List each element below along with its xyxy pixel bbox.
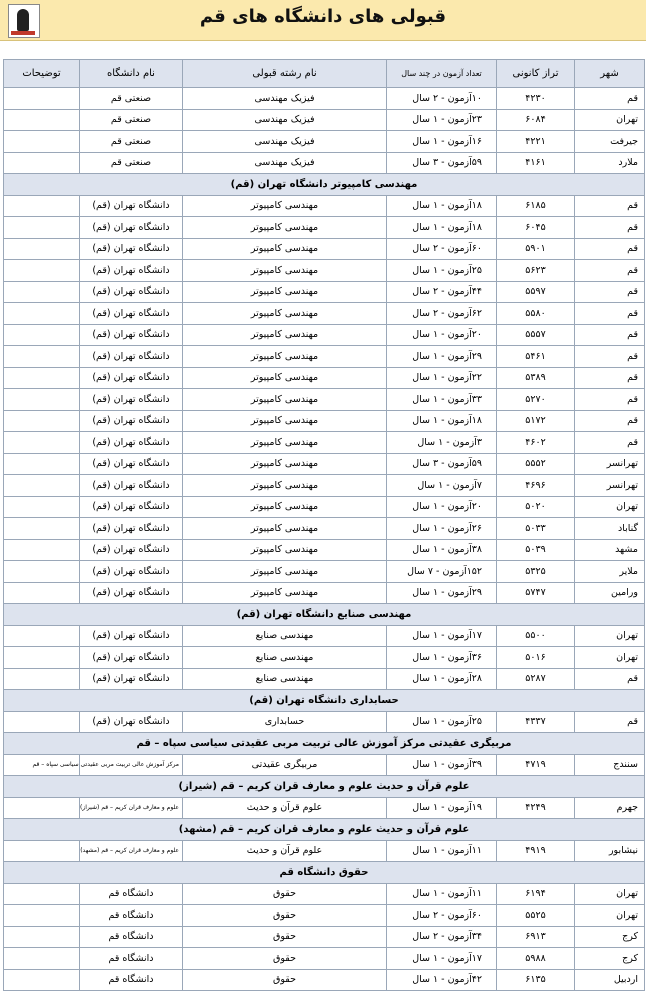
cell-score: ۵۵۸۰ [497, 303, 575, 325]
table-row [4, 453, 645, 475]
cell-exam-count: ۱۵۲آزمون - ۷ سال [387, 561, 497, 583]
cell-exam-count: ۲۵آزمون - ۱ سال [387, 711, 497, 733]
cell-field: فیزیک مهندسی [183, 109, 387, 131]
cell-city: قم [575, 260, 645, 282]
cell-field: مهندسی کامپیوتر [183, 475, 387, 497]
table-row [4, 668, 645, 690]
cell-city: سنندج [575, 754, 645, 776]
table-row [4, 883, 645, 905]
cell-score: ۴۲۳۰ [497, 88, 575, 110]
cell-city: کرج [575, 948, 645, 970]
cell-university: دانشگاه قم [80, 905, 183, 927]
table-row [4, 303, 645, 325]
cell-notes [4, 453, 80, 475]
cell-field: حقوق [183, 948, 387, 970]
cell-score: ۵۹۸۸ [497, 948, 575, 970]
cell-notes [4, 303, 80, 325]
cell-notes [4, 711, 80, 733]
section-title: علوم قرآن و حدیث علوم و معارف قران کریم – قم (شیراز) [4, 776, 645, 798]
cell-exam-count: ۱۶آزمون - ۱ سال [387, 131, 497, 153]
cell-notes [4, 969, 80, 991]
cell-city: قم [575, 668, 645, 690]
cell-notes [4, 367, 80, 389]
cell-field: فیزیک مهندسی [183, 131, 387, 153]
cell-score: ۶۰۴۵ [497, 217, 575, 239]
header-notes: توضیحات [4, 60, 80, 88]
cell-university: صنعتی قم [80, 109, 183, 131]
cell-university: صنعتی قم [80, 88, 183, 110]
table-row [4, 410, 645, 432]
cell-notes [4, 561, 80, 583]
cell-score: ۵۵۹۷ [497, 281, 575, 303]
table-row [4, 840, 645, 862]
header-field: نام رشته قبولی [183, 60, 387, 88]
cell-score: ۵۷۴۷ [497, 582, 575, 604]
cell-exam-count: ۲۳آزمون - ۱ سال [387, 109, 497, 131]
cell-exam-count: ۶۰آزمون - ۲ سال [387, 905, 497, 927]
table-row [4, 109, 645, 131]
admissions-table-container [3, 59, 644, 991]
table-row [4, 389, 645, 411]
cell-university: دانشگاه تهران (قم) [80, 303, 183, 325]
cell-city: قم [575, 238, 645, 260]
cell-city: تهران [575, 883, 645, 905]
cell-notes [4, 883, 80, 905]
cell-university: صنعتی قم [80, 152, 183, 174]
cell-notes [4, 260, 80, 282]
section-header-row [4, 733, 645, 755]
header-exam-count: تعداد آزمون در چند سال [387, 60, 497, 88]
section-title: حسابداری دانشگاه تهران (قم) [4, 690, 645, 712]
cell-field: مهندسی کامپیوتر [183, 432, 387, 454]
cell-university: دانشگاه تهران (قم) [80, 453, 183, 475]
cell-field: مهندسی کامپیوتر [183, 496, 387, 518]
cell-city: قم [575, 432, 645, 454]
cell-score: ۵۳۲۵ [497, 561, 575, 583]
cell-exam-count: ۱۱آزمون - ۱ سال [387, 840, 497, 862]
cell-exam-count: ۱۷آزمون - ۱ سال [387, 625, 497, 647]
section-header-row [4, 819, 645, 841]
table-row [4, 797, 645, 819]
cell-score: ۶۱۸۵ [497, 195, 575, 217]
cell-exam-count: ۲۸آزمون - ۱ سال [387, 668, 497, 690]
cell-score: ۵۵۵۲ [497, 453, 575, 475]
cell-university: دانشگاه تهران (قم) [80, 496, 183, 518]
table-row [4, 195, 645, 217]
cell-field: مهندسی کامپیوتر [183, 195, 387, 217]
cell-notes [4, 217, 80, 239]
cell-notes [4, 475, 80, 497]
cell-field: علوم قرآن و حدیث [183, 797, 387, 819]
section-title: مهندسی صنایع دانشگاه تهران (قم) [4, 604, 645, 626]
cell-notes [4, 539, 80, 561]
cell-exam-count: ۲۶آزمون - ۱ سال [387, 518, 497, 540]
cell-field: مهندسی کامپیوتر [183, 410, 387, 432]
cell-field: مهندسی صنایع [183, 668, 387, 690]
cell-university: صنعتی قم [80, 131, 183, 153]
cell-exam-count: ۲۹آزمون - ۱ سال [387, 582, 497, 604]
table-row [4, 324, 645, 346]
cell-field: مهندسی کامپیوتر [183, 281, 387, 303]
cell-university: دانشگاه تهران (قم) [80, 625, 183, 647]
cell-field: مهندسی صنایع [183, 625, 387, 647]
cell-exam-count: ۳۸آزمون - ۱ سال [387, 539, 497, 561]
cell-university: دانشگاه قم [80, 948, 183, 970]
table-row [4, 475, 645, 497]
cell-university: دانشگاه قم [80, 969, 183, 991]
cell-city: قم [575, 410, 645, 432]
cell-notes [4, 582, 80, 604]
cell-score: ۴۲۲۱ [497, 131, 575, 153]
cell-university: دانشگاه تهران (قم) [80, 711, 183, 733]
table-row [4, 518, 645, 540]
cell-notes [4, 88, 80, 110]
cell-notes [4, 840, 80, 862]
cell-notes [4, 131, 80, 153]
section-title: مهندسی کامپیوتر دانشگاه تهران (قم) [4, 174, 645, 196]
header-city: شهر [575, 60, 645, 88]
cell-university: دانشگاه تهران (قم) [80, 217, 183, 239]
cell-score: ۴۶۹۶ [497, 475, 575, 497]
table-row [4, 625, 645, 647]
cell-score: ۵۳۸۹ [497, 367, 575, 389]
cell-university: مرکز آموزش عالی تربیت مربی عقیدتی سیاسی سپاه – قم [80, 754, 183, 776]
cell-university: دانشگاه تهران (قم) [80, 539, 183, 561]
cell-score: ۴۱۶۱ [497, 152, 575, 174]
table-row [4, 582, 645, 604]
cell-city: اردبیل [575, 969, 645, 991]
cell-university: دانشگاه تهران (قم) [80, 324, 183, 346]
cell-university: دانشگاه تهران (قم) [80, 195, 183, 217]
cell-score: ۶۱۳۵ [497, 969, 575, 991]
cell-exam-count: ۶۲آزمون - ۲ سال [387, 303, 497, 325]
cell-score: ۵۵۰۰ [497, 625, 575, 647]
cell-city: جیرفت [575, 131, 645, 153]
table-row [4, 432, 645, 454]
cell-university: دانشگاه تهران (قم) [80, 367, 183, 389]
cell-field: علوم قرآن و حدیث [183, 840, 387, 862]
table-row [4, 926, 645, 948]
table-row [4, 647, 645, 669]
table-row [4, 969, 645, 991]
cell-score: ۵۲۸۷ [497, 668, 575, 690]
table-row [4, 217, 645, 239]
cell-notes [4, 410, 80, 432]
cell-city: قم [575, 303, 645, 325]
cell-notes [4, 496, 80, 518]
table-row [4, 88, 645, 110]
table-row [4, 346, 645, 368]
cell-score: ۵۹۰۱ [497, 238, 575, 260]
cell-university: دانشگاه تهران (قم) [80, 346, 183, 368]
cell-field: مهندسی کامپیوتر [183, 217, 387, 239]
cell-exam-count: ۱۷آزمون - ۱ سال [387, 948, 497, 970]
cell-field: مهندسی کامپیوتر [183, 238, 387, 260]
cell-notes [4, 625, 80, 647]
cell-city: نیشابور [575, 840, 645, 862]
cell-field: حسابداری [183, 711, 387, 733]
cell-exam-count: ۵۹آزمون - ۳ سال [387, 453, 497, 475]
cell-field: مهندسی کامپیوتر [183, 324, 387, 346]
cell-university: دانشگاه تهران (قم) [80, 561, 183, 583]
section-header-row [4, 174, 645, 196]
cell-exam-count: ۳۴آزمون - ۲ سال [387, 926, 497, 948]
cell-city: ورامین [575, 582, 645, 604]
cell-university: دانشگاه تهران (قم) [80, 281, 183, 303]
cell-field: مهندسی کامپیوتر [183, 260, 387, 282]
section-header-row [4, 862, 645, 884]
cell-field: مهندسی کامپیوتر [183, 518, 387, 540]
table-row [4, 905, 645, 927]
cell-field: مهندسی کامپیوتر [183, 582, 387, 604]
table-row [4, 367, 645, 389]
cell-city: تهران [575, 647, 645, 669]
cell-university: دانشگاه تهران (قم) [80, 582, 183, 604]
cell-field: مهندسی کامپیوتر [183, 346, 387, 368]
cell-city: تهران [575, 496, 645, 518]
cell-score: ۵۰۱۶ [497, 647, 575, 669]
page-title: قبولی های دانشگاه های قم [199, 6, 447, 27]
cell-field: فیزیک مهندسی [183, 88, 387, 110]
cell-exam-count: ۷آزمون - ۱ سال [387, 475, 497, 497]
cell-notes [4, 324, 80, 346]
cell-university: دانشگاه تهران (قم) [80, 260, 183, 282]
table-row [4, 260, 645, 282]
cell-exam-count: ۴۲آزمون - ۱ سال [387, 969, 497, 991]
cell-university: دانشگاه تهران (قم) [80, 475, 183, 497]
cell-exam-count: ۱۱آزمون - ۱ سال [387, 883, 497, 905]
admissions-table [3, 59, 645, 991]
table-row [4, 754, 645, 776]
cell-city: قم [575, 389, 645, 411]
table-row [4, 238, 645, 260]
cell-city: قم [575, 217, 645, 239]
cell-exam-count: ۳آزمون - ۱ سال [387, 432, 497, 454]
cell-university: دانشگاه قم [80, 883, 183, 905]
cell-score: ۵۶۲۳ [497, 260, 575, 282]
cell-score: ۵۰۲۰ [497, 496, 575, 518]
cell-field: حقوق [183, 926, 387, 948]
cell-exam-count: ۳۶آزمون - ۱ سال [387, 647, 497, 669]
cell-score: ۶۰۸۴ [497, 109, 575, 131]
cell-field: حقوق [183, 969, 387, 991]
cell-notes [4, 432, 80, 454]
cell-university: دانشگاه تهران (قم) [80, 410, 183, 432]
table-row [4, 281, 645, 303]
cell-exam-count: ۱۸آزمون - ۱ سال [387, 217, 497, 239]
cell-university: دانشگاه تهران (قم) [80, 238, 183, 260]
section-header-row [4, 604, 645, 626]
table-row [4, 711, 645, 733]
cell-exam-count: ۲۰آزمون - ۱ سال [387, 324, 497, 346]
section-header-row [4, 690, 645, 712]
cell-city: تهران [575, 625, 645, 647]
cell-score: ۵۲۷۰ [497, 389, 575, 411]
section-header-row [4, 776, 645, 798]
cell-exam-count: ۱۰آزمون - ۲ سال [387, 88, 497, 110]
cell-exam-count: ۳۹آزمون - ۱ سال [387, 754, 497, 776]
cell-field: مهندسی کامپیوتر [183, 453, 387, 475]
cell-score: ۴۶۰۲ [497, 432, 575, 454]
cell-city: مشهد [575, 539, 645, 561]
cell-notes [4, 518, 80, 540]
cell-field: حقوق [183, 905, 387, 927]
cell-field: مهندسی کامپیوتر [183, 561, 387, 583]
cell-notes [4, 797, 80, 819]
page-banner [0, 0, 646, 41]
cell-city: تهران [575, 109, 645, 131]
cell-score: ۵۱۷۲ [497, 410, 575, 432]
section-title: حقوق دانشگاه قم [4, 862, 645, 884]
cell-exam-count: ۱۸آزمون - ۱ سال [387, 410, 497, 432]
cell-exam-count: ۲۹آزمون - ۱ سال [387, 346, 497, 368]
cell-city: گناباد [575, 518, 645, 540]
cell-score: ۴۳۳۷ [497, 711, 575, 733]
cell-city: قم [575, 711, 645, 733]
cell-city: تهرانسر [575, 475, 645, 497]
table-row [4, 948, 645, 970]
cell-field: مهندسی کامپیوتر [183, 303, 387, 325]
table-body [4, 88, 645, 991]
cell-exam-count: ۱۹آزمون - ۱ سال [387, 797, 497, 819]
cell-exam-count: ۲۲آزمون - ۱ سال [387, 367, 497, 389]
cell-exam-count: ۳۳آزمون - ۱ سال [387, 389, 497, 411]
cell-university: علوم و معارف قران کریم – قم (شیراز) [80, 797, 183, 819]
cell-notes [4, 281, 80, 303]
cell-score: ۵۵۲۵ [497, 905, 575, 927]
cell-notes [4, 905, 80, 927]
table-row [4, 496, 645, 518]
cell-field: مهندسی کامپیوتر [183, 539, 387, 561]
cell-notes [4, 389, 80, 411]
cell-field: حقوق [183, 883, 387, 905]
cell-notes [4, 152, 80, 174]
cell-city: کرج [575, 926, 645, 948]
cell-field: مهندسی کامپیوتر [183, 389, 387, 411]
table-row [4, 152, 645, 174]
cell-field: مهندسی کامپیوتر [183, 367, 387, 389]
cell-city: تهرانسر [575, 453, 645, 475]
cell-university: دانشگاه تهران (قم) [80, 668, 183, 690]
cell-city: ملارد [575, 152, 645, 174]
header-university: نام دانشگاه [80, 60, 183, 88]
cell-university: دانشگاه تهران (قم) [80, 647, 183, 669]
cell-score: ۵۴۶۱ [497, 346, 575, 368]
cell-score: ۵۰۳۳ [497, 518, 575, 540]
cell-university: علوم و معارف قران کریم – قم (مشهد) [80, 840, 183, 862]
cell-city: قم [575, 367, 645, 389]
cell-score: ۵۵۵۷ [497, 324, 575, 346]
cell-city: قم [575, 281, 645, 303]
cell-field: فیزیک مهندسی [183, 152, 387, 174]
cell-exam-count: ۵۹آزمون - ۳ سال [387, 152, 497, 174]
cell-score: ۶۹۱۳ [497, 926, 575, 948]
table-header-row [4, 60, 645, 88]
table-row [4, 561, 645, 583]
cell-notes [4, 926, 80, 948]
cell-city: تهران [575, 905, 645, 927]
cell-notes [4, 948, 80, 970]
cell-exam-count: ۲۰آزمون - ۱ سال [387, 496, 497, 518]
cell-city: ملایر [575, 561, 645, 583]
cell-exam-count: ۶۰آزمون - ۲ سال [387, 238, 497, 260]
cell-exam-count: ۲۵آزمون - ۱ سال [387, 260, 497, 282]
cell-field: مهندسی صنایع [183, 647, 387, 669]
header-score: تراز کانونی [497, 60, 575, 88]
cell-university: دانشگاه تهران (قم) [80, 518, 183, 540]
cell-university: دانشگاه قم [80, 926, 183, 948]
cell-score: ۴۲۴۹ [497, 797, 575, 819]
cell-field: مربیگری عقیدتی [183, 754, 387, 776]
section-title: علوم قرآن و حدیث علوم و معارف قران کریم – قم (مشهد) [4, 819, 645, 841]
cell-score: ۴۹۱۹ [497, 840, 575, 862]
cell-notes [4, 668, 80, 690]
table-row [4, 131, 645, 153]
cell-notes [4, 346, 80, 368]
cell-notes [4, 647, 80, 669]
cell-city: جهرم [575, 797, 645, 819]
table-row [4, 539, 645, 561]
section-title: مربیگری عقیدتی مرکز آموزش عالی تربیت مربی عقیدتی سیاسی سپاه – قم [4, 733, 645, 755]
cell-city: قم [575, 346, 645, 368]
cell-notes [4, 195, 80, 217]
cell-score: ۶۱۹۴ [497, 883, 575, 905]
cell-university: دانشگاه تهران (قم) [80, 432, 183, 454]
cell-city: قم [575, 195, 645, 217]
cell-score: ۴۷۱۹ [497, 754, 575, 776]
cell-city: قم [575, 88, 645, 110]
cell-exam-count: ۱۸آزمون - ۱ سال [387, 195, 497, 217]
cell-score: ۵۰۳۹ [497, 539, 575, 561]
cell-city: قم [575, 324, 645, 346]
cell-exam-count: ۴۴آزمون - ۲ سال [387, 281, 497, 303]
cell-notes [4, 109, 80, 131]
cell-university: دانشگاه تهران (قم) [80, 389, 183, 411]
cell-notes [4, 238, 80, 260]
